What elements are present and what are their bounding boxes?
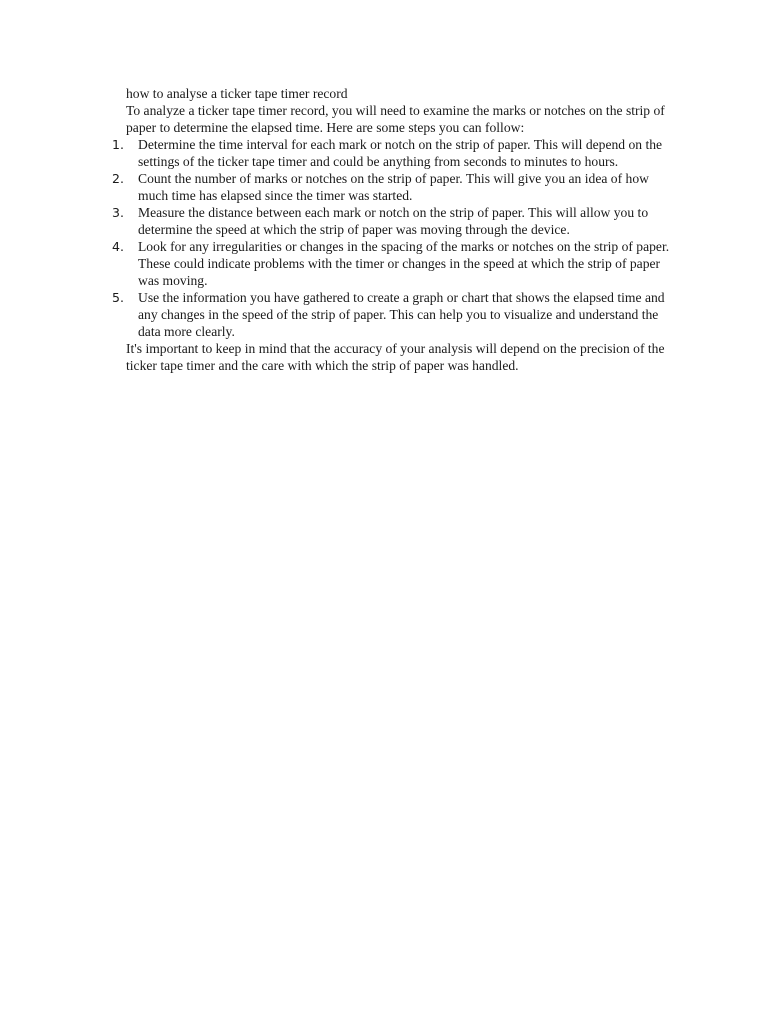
step-number: 5. [112, 290, 124, 305]
list-item [112, 289, 678, 340]
conclusion-paragraph: It's important to keep in mind that the accuracy of your analysis will depend on the precision of the ticker tape timer and the care with which the strip of paper was handled. [126, 341, 665, 373]
step-text: Look for any irregularities or changes in the spacing of the marks or notches on the strip of paper. These could indicate problems with the timer or changes in the speed at which the strip of paper was moving. [138, 239, 670, 288]
list-item [112, 170, 678, 204]
step-number: 4. [112, 239, 124, 254]
document-title: how to analyse a ticker tape timer record [126, 86, 348, 101]
list-item [112, 238, 678, 289]
list-item [112, 136, 678, 170]
step-text: Measure the distance between each mark or notch on the strip of paper. This will allow you to determine the speed at which the strip of paper was moving through the device. [138, 205, 649, 237]
step-number: 1. [112, 137, 124, 152]
step-text: Count the number of marks or notches on the strip of paper. This will give you an idea of how much time has elapsed since the timer was started. [138, 171, 649, 203]
step-text: Use the information you have gathered to create a graph or chart that shows the elapsed time and any changes in the speed of the strip of paper. This can help you to visualize and understand the data more clearly. [138, 290, 665, 339]
intro-paragraph: To analyze a ticker tape timer record, you will need to examine the marks or notches on the strip of paper to determine the elapsed time. Here are some steps you can follow: [126, 103, 665, 135]
step-number: 3. [112, 205, 124, 220]
step-number: 2. [112, 171, 124, 186]
steps-list [0, 136, 768, 340]
list-item [112, 204, 678, 238]
step-text: Determine the time interval for each mark or notch on the strip of paper. This will depend on the settings of the ticker tape timer and could be anything from seconds to minutes to hours. [138, 137, 663, 169]
document-body [0, 85, 768, 374]
